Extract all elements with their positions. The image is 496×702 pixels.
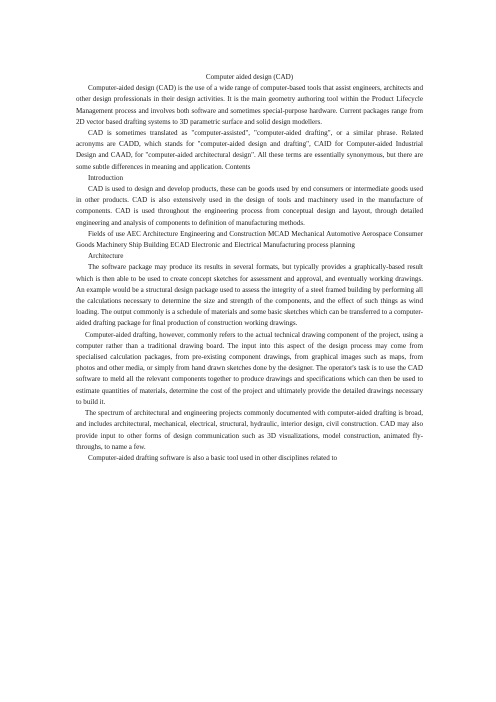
paragraph-software-package: The software package may produce its results in several formats, but typically provides a graphically-based result which is then able to be used to create concept sketches for assessment and approval, and eventually working drawings. An example would be a structural design package used to assess the integrity of a steel framed building by performing all the calculations necessary to determine the size and strength of the components, and the effect of such things as wind loading. The output commonly is a schedule of materials and some basic sketches which can be transferred to a computer-aided drafting package for final production of construction working drawings. <box>76 263 423 328</box>
paragraph-fields-of-use: Fields of use AEC Architecture Engineering and Construction MCAD Mechanical Automotive Aerospace Consumer Goods Machinery Ship Building ECAD Electronic and Electrical Manufacturing process planning <box>76 229 423 250</box>
paragraph-intro: Computer-aided design (CAD) is the use of a wide range of computer-based tools that assist engineers, architects and other design professionals in their design activities. It is the main geometry authoring tool within the Product Lifecycle Management process and involves both software and sometimes special-purpose hardware. Current packages range from 2D vector based drafting systems to 3D parametric surface and solid design modellers. <box>76 84 423 126</box>
section-heading-introduction: Introduction <box>88 173 124 182</box>
paragraph-computer-aided-drafting: Computer-aided drafting, however, commonly refers to the actual technical drawing component of the project, using a computer rather than a traditional drawing board. The input into this aspect of the design process may come from specialised calculation packages, from pre-existing component drawings, from graphical images such as maps, from photos and other media, or simply from hand drawn sketches done by the designer. The operator's task is to use the CAD software to meld all the relevant components together to produce drawings and specifications which can then be used to estimate quantities of materials, determine the cost of the project and ultimately provide the detailed drawings necessary to build it. <box>76 330 423 406</box>
paragraph-usage: CAD is used to design and develop products, these can be goods used by end consumers or intermediate goods used in other products. CAD is also extensively used in the design of tools and machinery used in the manufacture of components. CAD is used throughout the engineering process from conceptual design and layout, through detailed engineering and analysis of components to definition of manufacturing methods. <box>76 185 423 227</box>
paragraph-acronyms: CAD is sometimes translated as "computer-assisted", "computer-aided drafting", or a similar phrase. Related acronyms are CADD, which stands for "computer-aided design and drafting", CAID for Computer-aided Industrial Design and CAAD, for "computer-aided architectural design". All these terms are essentially synonymous, but there are some subtle differences in meaning and application. Contents <box>76 129 423 171</box>
paragraph-other-disciplines: Computer-aided drafting software is also a basic tool used in other disciplines related to <box>88 453 338 462</box>
document-body <box>76 72 423 464</box>
section-heading-architecture: Architecture <box>88 252 124 261</box>
document-title: Computer aided design (CAD) <box>205 73 294 81</box>
paragraph-spectrum: The spectrum of architectural and engineering projects commonly documented with computer-aided drafting is broad, and includes architectural, mechanical, electrical, structural, hydraulic, interior design, civil construction. CAD may also provide input to other forms of design communication such as 3D visualizations, model construction, animated fly-throughs, to name a few. <box>76 409 423 451</box>
